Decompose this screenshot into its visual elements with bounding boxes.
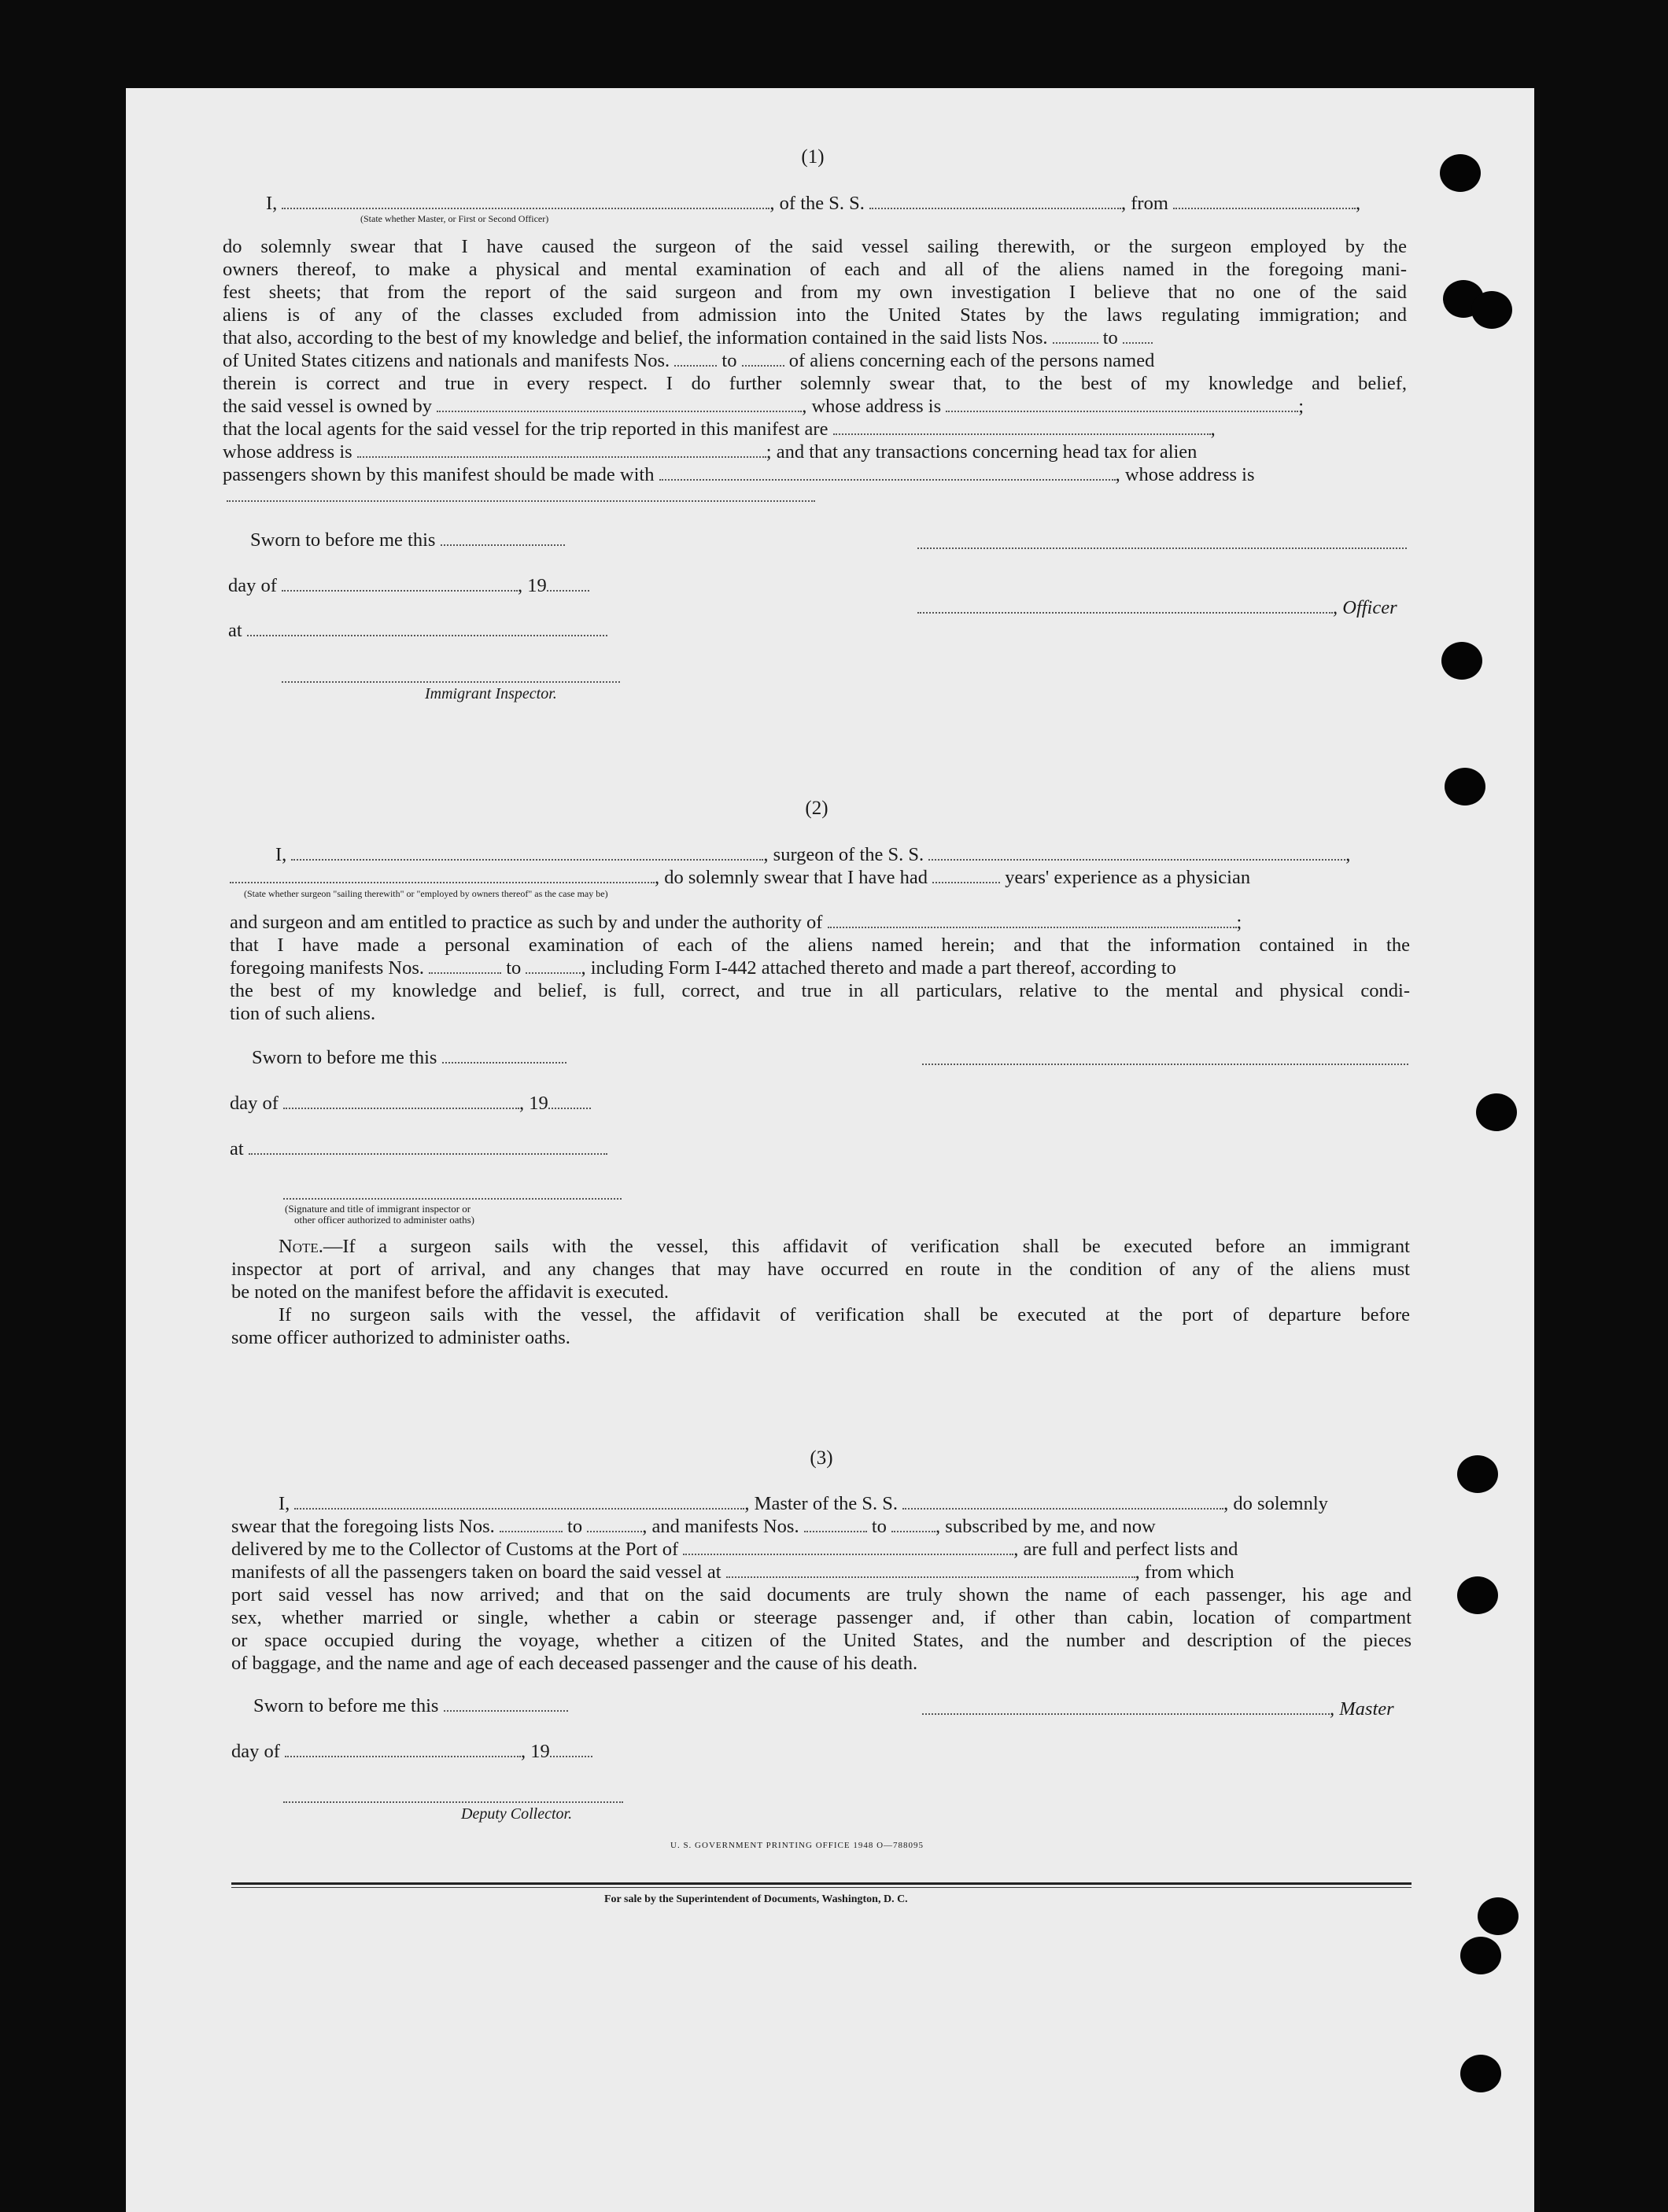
s3-year-field[interactable] [550,1742,592,1757]
officer-signature-line-2[interactable] [917,598,1333,614]
local-agents-field[interactable] [833,419,1211,435]
year-field[interactable] [547,576,589,592]
s3-sworn-date-field[interactable] [444,1696,568,1712]
vessel-name-field[interactable] [869,194,1121,209]
s2-line-1: I, , surgeon of the S. S. , [275,844,1351,865]
surgeon-status-field[interactable] [230,868,655,883]
s1-line-10: whose address is ; and that any transactions concerning head tax for alien [223,441,1197,463]
s3-lists-to-field[interactable] [587,1517,642,1532]
s3-body-line: or space occupied during the voyage, whether a citizen of the United States, and the number and description of the pieces [231,1630,1412,1651]
port-field[interactable] [683,1539,1013,1555]
s2-vessel-field[interactable] [928,845,1345,861]
s2-manifests-from-field[interactable] [429,958,501,974]
officer-rank-note: (State whether Master, or First or Second Officer) [360,213,549,224]
authority-field[interactable] [828,912,1237,928]
agents-address-field[interactable] [357,442,766,458]
s1-sworn: Sworn to before me this [250,529,565,551]
s3-lists-from-field[interactable] [500,1517,563,1532]
manifests-from-field[interactable] [674,351,717,367]
s3-line-4: manifests of all the passengers taken on board the said vessel at , from which [231,1561,1234,1583]
lists-from-field[interactable] [1053,328,1098,344]
s1-body-line: owners thereof, to make a physical and mental examination of each and all of the aliens named in the foregoing mani- [223,259,1407,280]
punch-hole [1457,1576,1498,1614]
s1-line-5: that also, according to the best of my knowledge and belief, the information contained in the said lists Nos. to [223,326,1407,349]
s2-line-3: and surgeon and am entitled to practice as such by and under the authority of ; [230,912,1242,933]
footer-rule [231,1882,1412,1885]
manifests-to-field[interactable] [742,351,784,367]
s2-at-place-field[interactable] [249,1139,607,1155]
from-port-field[interactable] [1173,194,1356,209]
years-experience-field[interactable] [932,868,1000,883]
note-line-2: inspector at port of arrival, and any changes that may have occurred en route in the condition of any of the aliens must [231,1259,1410,1280]
sworn-date-field[interactable] [441,530,565,546]
s2-inspector-signature-line[interactable] [283,1198,622,1200]
boarding-port-field[interactable] [726,1562,1135,1578]
punch-hole [1457,1455,1498,1493]
sig-note-line-1: (Signature and title of immigrant inspector or [285,1203,471,1215]
head-tax-address-field[interactable] [227,500,815,502]
s1-body-line: aliens is of any of the classes excluded from admission into the United States by the laws regulating immigration; and [223,304,1407,326]
s3-vessel-field[interactable] [902,1494,1223,1510]
officer-signature-line-1[interactable] [917,547,1407,549]
s2-day-of-field[interactable] [283,1093,519,1109]
s1-line-1: I, , of the S. S. , from , [266,193,1361,214]
note-line-3: be noted on the manifest before the affidavit is executed. [231,1281,670,1303]
s3-sworn: Sworn to before me this [253,1694,568,1717]
head-tax-party-field[interactable] [659,465,1116,481]
s1-body-line: do solemnly swear that I have caused the surgeon of the said vessel sailing therewith, or the surgeon employed by the [223,236,1407,257]
day-of-field[interactable] [282,576,518,592]
s3-body-line: of baggage, and the name and age of each deceased passenger and the cause of his death. [231,1653,918,1674]
owner-field[interactable] [437,396,802,412]
s3-body-line: port said vessel has now arrived; and that on the said documents are truly shown the name of each passenger, his age and [231,1584,1412,1606]
section-1-number: (1) [801,146,825,168]
s1-day-of: day of , 19 [228,574,589,597]
section-2-number: (2) [805,798,828,819]
surgeon-signature-line[interactable] [922,1064,1408,1065]
s3-day-of-field[interactable] [285,1742,521,1757]
s3-body-line: sex, whether married or single, whether a cabin or steerage passenger and, if other than cabin, location of compartment [231,1607,1412,1628]
punch-hole [1445,768,1485,806]
punch-hole [1476,1093,1517,1131]
lists-to-field[interactable] [1123,328,1153,344]
s3-master-line: , Master [922,1698,1394,1720]
punch-hole [1460,1937,1501,1974]
s2-sworn: Sworn to before me this [252,1046,566,1069]
s2-line-2: , do solemnly swear that I have had years' experience as a physician [230,866,1410,889]
s3-day-of: day of , 19 [231,1740,592,1763]
note-line-5: some officer authorized to administer oaths. [231,1327,570,1348]
punch-hole [1440,154,1481,192]
s1-line-8: the said vessel is owned by , whose address is ; [223,396,1305,417]
s2-line-5: foregoing manifests Nos. to , including Form I-442 attached thereto and made a part thereof, according to [230,957,1176,979]
s3-manifests-from-field[interactable] [804,1517,867,1532]
s3-manifests-to-field[interactable] [891,1517,935,1532]
s3-line-3: delivered by me to the Collector of Customs at the Port of , are full and perfect lists and [231,1539,1238,1560]
s2-at: at [230,1137,607,1160]
punch-hole [1460,2055,1501,2092]
section-3-number: (3) [810,1447,833,1469]
s2-day-of: day of , 19 [230,1092,591,1115]
master-signature-line[interactable] [922,1699,1330,1715]
s2-manifests-to-field[interactable] [526,958,581,974]
collector-signature-line[interactable] [283,1801,623,1803]
sig-note-line-2: other officer authorized to administer oaths) [294,1214,474,1226]
s1-line-7: therein is correct and true in every respect. I do further solemnly swear that, to the best of my knowledge and belief, [223,373,1407,394]
sale-notice: For sale by the Superintendent of Documents, Washington, D. C. [604,1893,908,1905]
collector-caption: Deputy Collector. [461,1805,573,1823]
s2-year-field[interactable] [548,1093,591,1109]
s2-line-4: that I have made a personal examination of each of the aliens named herein; and that the information contained in the [230,935,1410,956]
s1-at: at [228,619,607,642]
s2-line-7: tion of such aliens. [230,1003,376,1024]
owner-address-field[interactable] [946,396,1298,412]
surgeon-name-field[interactable] [291,845,763,861]
punch-hole [1471,291,1512,329]
surgeon-status-note: (State whether surgeon "sailing therewith" or "employed by owners thereof" as the case may be) [244,888,608,899]
s1-body-line: fest sheets; that from the report of the said surgeon and from my own investigation I believe that no one of the said [223,282,1407,303]
master-name-field[interactable] [294,1494,744,1510]
note-line-4: If no surgeon sails with the vessel, the affidavit of verification shall be executed at the port of departure before [279,1304,1410,1325]
s1-line-9: that the local agents for the said vessel for the trip reported in this manifest are , [223,418,1216,440]
s2-sworn-date-field[interactable] [442,1048,566,1064]
punch-hole [1478,1897,1519,1935]
s1-line-6: of United States citizens and nationals and manifests Nos. to of aliens concerning each of the persons named [223,350,1155,371]
s2-line-6: the best of my knowledge and belief, is full, correct, and true in all particulars, relative to the mental and physical condi- [230,980,1410,1001]
inspector-caption: Immigrant Inspector. [425,685,557,702]
punch-hole [1441,642,1482,680]
s1-line-11: passengers shown by this manifest should be made with , whose address is [223,464,1255,485]
note-line-1: Note.—If a surgeon sails with the vessel, this affidavit of verification shall be executed before an immigrant [279,1236,1410,1257]
s3-line-1: I, , Master of the S. S. , do solemnly [279,1493,1328,1514]
printing-office-imprint: U. S. GOVERNMENT PRINTING OFFICE 1948 O—788095 [670,1841,924,1850]
s3-line-2: swear that the foregoing lists Nos. to , and manifests Nos. to , subscribed by me, and now [231,1516,1156,1537]
at-place-field[interactable] [247,621,607,636]
officer-name-field[interactable] [282,194,769,209]
s1-officer-line: , Officer [917,596,1397,619]
